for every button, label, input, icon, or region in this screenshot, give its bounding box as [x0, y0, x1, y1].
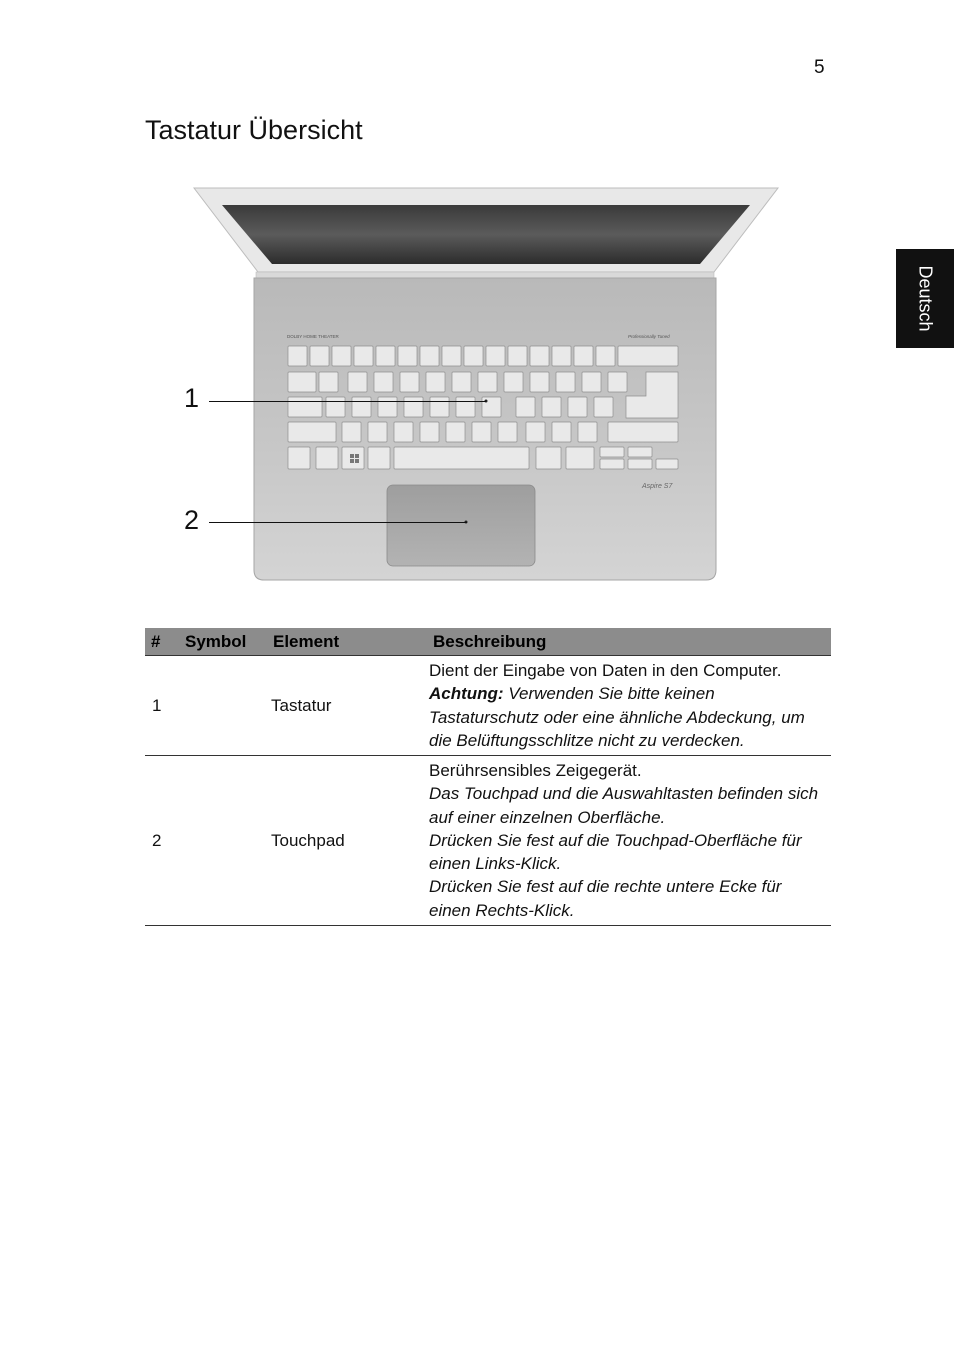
- warning-label: Achtung:: [429, 684, 504, 704]
- description-line: Dient der Eingabe von Daten in den Computer.: [429, 660, 782, 680]
- row-symbol: [179, 756, 267, 926]
- tagline: Professionally Tuned: [628, 334, 670, 339]
- row-symbol: [179, 656, 267, 756]
- touchpad: [387, 485, 535, 566]
- table-row: [145, 756, 831, 926]
- callout-2-line: [209, 522, 467, 523]
- component-table: [145, 628, 831, 926]
- row-description: [427, 756, 831, 926]
- header-description: Beschreibung: [427, 628, 831, 656]
- callout-1-label: 1: [184, 383, 200, 413]
- table-row: [145, 656, 831, 756]
- warning-note: [429, 682, 823, 752]
- description-italic-1: Das Touchpad und die Auswahltasten befinden sich auf einer einzelnen Oberfläche.: [429, 784, 819, 827]
- laptop-illustration: [180, 180, 790, 590]
- page-title: Tastatur Übersicht: [145, 115, 363, 145]
- row-element: Touchpad: [271, 830, 345, 850]
- row-number: 1: [152, 695, 162, 715]
- header-element: Element: [267, 628, 427, 656]
- header-symbol: Symbol: [179, 628, 267, 656]
- table-header-row: [145, 628, 831, 656]
- description-italic-2: Drücken Sie fest auf die Touchpad-Oberfläche für einen Links-Klick.: [429, 830, 802, 874]
- page-number: 5: [814, 57, 825, 78]
- language-tab: [896, 249, 954, 348]
- language-tab-label: Deutsch: [915, 265, 936, 332]
- description-line: Berührsensibles Zeigegerät.: [429, 760, 642, 780]
- description-italic-3: Drücken Sie fest auf die rechte untere Ecke für einen Rechts-Klick.: [429, 877, 782, 920]
- callout-1-line: [209, 401, 486, 402]
- screen: [222, 205, 750, 264]
- audio-badge: DOLBY HOME THEATER: [287, 334, 339, 339]
- callout-2-label: 2: [184, 505, 200, 535]
- row-number: 2: [152, 830, 162, 850]
- warning-text: Verwenden Sie bitte keinen Tastaturschutz oder eine ähnliche Abdeckung, um die Belüftungsschlitze nicht zu verdecken.: [429, 684, 805, 750]
- row-description: [427, 656, 831, 756]
- laptop-top-view-image: [180, 180, 790, 590]
- row-element: Tastatur: [271, 695, 332, 715]
- header-number: #: [145, 628, 179, 656]
- brand-label: Aspire S7: [642, 483, 673, 490]
